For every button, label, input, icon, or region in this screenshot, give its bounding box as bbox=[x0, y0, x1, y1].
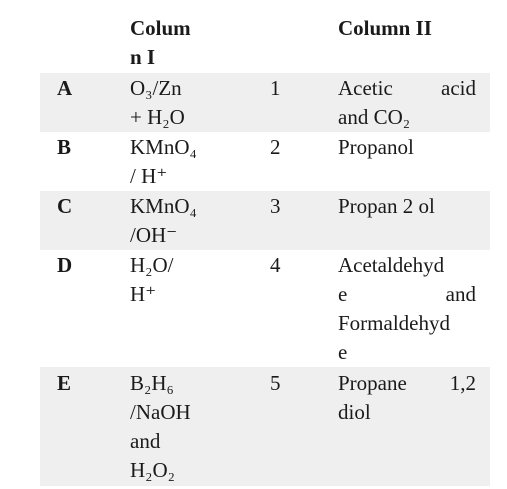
table-row-c bbox=[40, 191, 490, 250]
table-header bbox=[40, 14, 490, 72]
reagent-line: KMnO₄ bbox=[130, 194, 197, 218]
reagent-cell bbox=[130, 192, 222, 250]
reagent-line: and bbox=[130, 429, 161, 453]
reagent-line: O₃/Zn bbox=[130, 76, 182, 100]
reagent-line: / H⁺ bbox=[130, 164, 168, 188]
row-letter: C bbox=[57, 194, 73, 218]
reagent-line: /OH⁻ bbox=[130, 223, 178, 247]
product-line: Acetaldehyd bbox=[338, 253, 445, 277]
reagent-cell bbox=[130, 133, 222, 191]
column-1-header-line-1: Colum bbox=[130, 16, 191, 40]
reagent-cell bbox=[130, 369, 222, 485]
product-word: e bbox=[338, 282, 348, 306]
reagent-line: B₂H₆ bbox=[130, 371, 174, 395]
row-number: 4 bbox=[270, 253, 281, 277]
row-number: 2 bbox=[270, 135, 281, 159]
product-cell bbox=[338, 251, 476, 367]
product-line bbox=[338, 369, 476, 398]
product-line: diol bbox=[338, 400, 371, 424]
product-word: Propane bbox=[338, 371, 407, 395]
reagent-line: KMnO₄ bbox=[130, 135, 197, 159]
product-line: Formaldehyd bbox=[338, 311, 450, 335]
product-line: Propan 2 ol bbox=[338, 194, 435, 218]
row-number: 5 bbox=[270, 371, 281, 395]
row-letter: D bbox=[57, 253, 73, 277]
row-number: 1 bbox=[270, 76, 281, 100]
product-cell bbox=[338, 192, 476, 221]
product-cell bbox=[338, 133, 476, 162]
product-line: and CO₂ bbox=[338, 105, 411, 129]
row-letter: A bbox=[57, 76, 73, 100]
reagent-line: H⁺ bbox=[130, 282, 157, 306]
column-2-header: Column II bbox=[338, 16, 432, 40]
reagent-cell bbox=[130, 251, 222, 309]
reagent-cell bbox=[130, 74, 222, 132]
column-1-header-line-2: n I bbox=[130, 45, 156, 69]
row-letter: B bbox=[57, 135, 72, 159]
reagent-line: /NaOH bbox=[130, 400, 191, 424]
product-line bbox=[338, 280, 476, 309]
product-word: and bbox=[445, 282, 476, 306]
product-cell bbox=[338, 369, 476, 427]
reagent-line: + H₂O bbox=[130, 105, 185, 129]
row-number: 3 bbox=[270, 194, 281, 218]
reagent-line: H₂O₂ bbox=[130, 458, 175, 482]
product-line bbox=[338, 74, 476, 103]
product-line: e bbox=[338, 340, 348, 364]
table-row-d bbox=[40, 250, 490, 367]
product-word: acid bbox=[441, 76, 476, 100]
table-row-a bbox=[40, 73, 490, 132]
column-1-header bbox=[130, 14, 222, 72]
table-row-b bbox=[40, 132, 490, 191]
product-word: Acetic bbox=[338, 76, 393, 100]
table-row-e bbox=[40, 367, 490, 486]
reagent-line: H₂O/ bbox=[130, 253, 174, 277]
product-word: 1,2 bbox=[449, 371, 476, 395]
product-line: Propanol bbox=[338, 135, 414, 159]
row-letter: E bbox=[57, 371, 72, 395]
product-cell bbox=[338, 74, 476, 132]
